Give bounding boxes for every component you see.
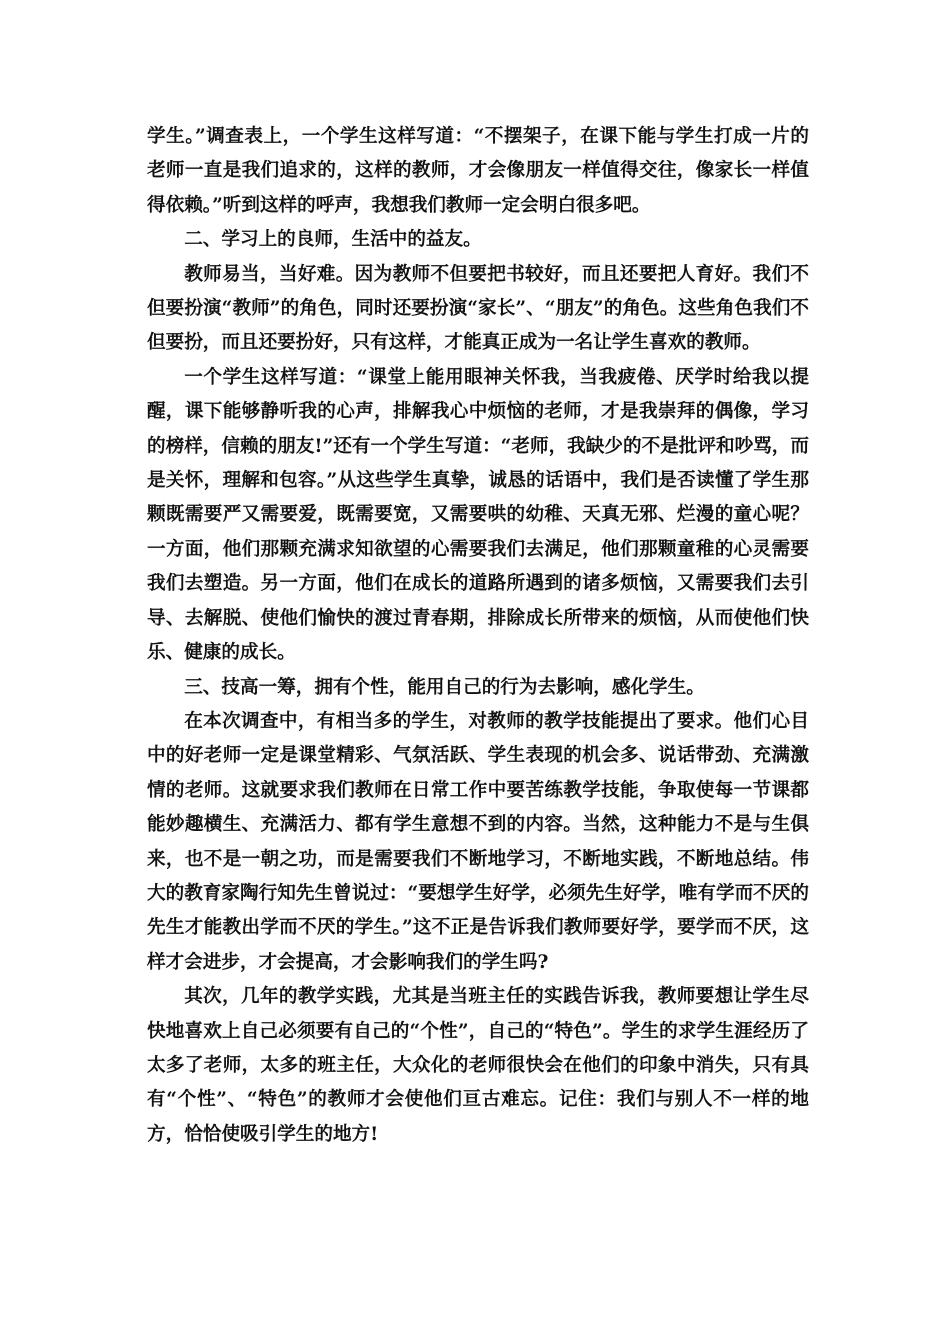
paragraph-7: 其次，几年的教学实践，尤其是当班主任的实践告诉我，教师要想让学生尽快地喜欢上自己必须要有自己的“个性”，自己的“特色”。学生的求学生涯经历了太多了老师，太多的班主任，大众化的老师很快会在他们的印象中消失，只有具有“个性”、“特色”的教师才会使他们亘古难忘。记住：我们与别人不一样的地方，恰恰使吸引学生的地方! — [147, 986, 809, 1145]
paragraph-4: 一个学生这样写道：“课堂上能用眼神关怀我，当我疲倦、厌学时给我以提醒，课下能够静听我的心声，排解我心中烦恼的老师，才是我崇拜的偶像，学习的榜样，信赖的朋友!”还有一个学生写道：“老师，我缺少的不是批评和吵骂，而是关怀，理解和包容。”从这些学生真挚，诚恳的话语中，我们是否读懂了学生那颗既需要严又需要爱，既需要宽，又需要哄的幼稚、天真无邪、烂漫的童心呢？一方面，他们那颗充满求知欲望的心需要我们去满足，他们那颗童稚的心灵需要我们去塑造。另一方面，他们在成长的道路所遇到的诸多烦恼，又需要我们去引导、去解脱、使他们愉快的渡过青春期，排除成长所带来的烦恼，从而使他们快乐、健康的成长。 — [147, 366, 809, 664]
document-body — [147, 120, 809, 1152]
paragraph-6: 在本次调查中，有相当多的学生，对教师的教学技能提出了要求。他们心目中的好老师一定是课堂精彩、气氛活跃、学生表现的机会多、说话带劲、充满激情的老师。这就要求我们教师在日常工作中要苦练教学技能，争取使每一节课都能妙趣横生、充满活力、都有学生意想不到的内容。当然，这种能力不是与生俱来，也不是一朝之功，而是需要我们不断地学习，不断地实践，不断地总结。伟大的教育家陶行知先生曾说过：“要想学生好学，必须先生好学，唯有学而不厌的先生才能教出学而不厌的学生。”这不正是告诉我们教师要好学，要学而不厌，这样才会进步，才会提高，才会影响我们的学生吗? — [147, 710, 809, 973]
paragraph-1: 学生。”调查表上，一个学生这样写道：“不摆架子，在课下能与学生打成一片的老师一直是我们追求的，这样的教师，才会像朋友一样值得交往，像家长一样值得依赖。”听到这样的呼声，我想我们教师一定会明白很多吧。 — [147, 126, 809, 216]
paragraph-5-heading: 三、技高一筹，拥有个性，能用自己的行为去影响，感化学生。 — [184, 676, 705, 698]
paragraph-3: 教师易当，当好难。因为教师不但要把书较好，而且还要把人育好。我们不但要扮演“教师”的角色，同时还要扮演“家长”、“朋友”的角色。这些角色我们不但要扮，而且还要扮好，只有这样，才能真正成为一名让学生喜欢的教师。 — [147, 263, 809, 354]
paragraph-2-heading: 二、学习上的良师，生活中的益友。 — [184, 229, 482, 251]
